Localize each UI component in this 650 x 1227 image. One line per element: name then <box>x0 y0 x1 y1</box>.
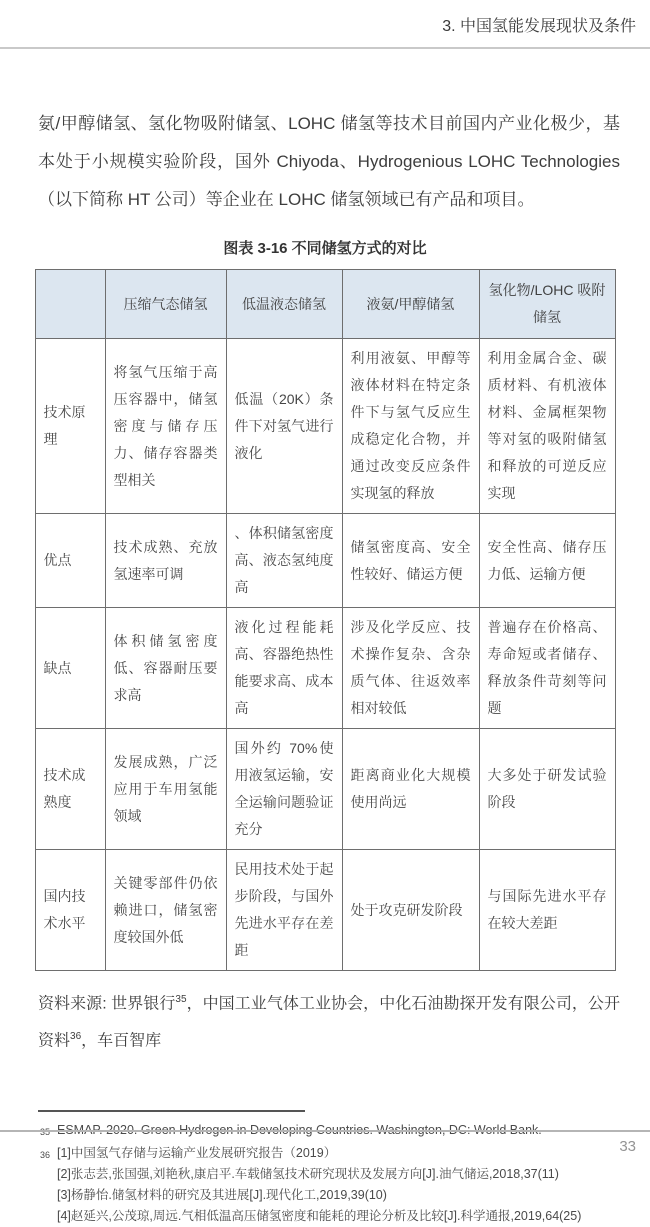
footnote-marker: 36 <box>40 1149 51 1160</box>
column-header-cryogenic-liquid: 低温液态储氢 <box>226 270 342 339</box>
footnote-line: [1]中国氢气存储与运输产业发展研究报告（2019） <box>57 1145 337 1160</box>
column-header-hydride-lohc: 氢化物/LOHC 吸附储氢 <box>479 270 615 339</box>
table-row-domestic-level <box>35 850 615 971</box>
intro-paragraph: 氨/甲醇储氢、氢化物吸附储氢、LOHC 储氢等技术目前国内产业化极少，基本处于小规模实验阶段，国外 Chiyoda、Hydrogenious LOHC Technologies（以下简称 HT 公司）等企业在 LOHC 储氢领域已有产品和项目。 <box>38 114 620 209</box>
table-cell: 民用技术处于起步阶段，与国外先进水平存在差距 <box>226 850 342 971</box>
table-cell: 储氢密度高、安全性较好、储运方便 <box>342 514 479 608</box>
source-text: ，中国工业气体工业协会，中化石油勘探开发有限公司，公开资料 <box>38 995 620 1050</box>
table-cell: 关键零部件仍依赖进口，储氢密度较国外低 <box>105 850 226 971</box>
source-footnote-ref: 36 <box>70 1031 82 1043</box>
row-header: 技术成熟度 <box>35 729 105 850</box>
footnote-marker: 35 <box>40 1126 51 1137</box>
source-text: 资料来源: 世界银行 <box>38 995 176 1013</box>
table-cell: 大多处于研发试验阶段 <box>479 729 615 850</box>
table-row-principle <box>35 339 615 514</box>
table-header-row <box>35 270 615 339</box>
row-header: 缺点 <box>35 608 105 729</box>
footnote-divider <box>38 1110 305 1112</box>
column-header-compressed-gas: 压缩气态储氢 <box>105 270 226 339</box>
table-cell: 距离商业化大规模使用尚远 <box>342 729 479 850</box>
footnote-36 <box>40 1143 632 1227</box>
table-cell: 将氢气压缩于高压容器中，储氢密度与储存压力、储存容器类型相关 <box>105 339 226 514</box>
source-text: ，车百智库 <box>81 1032 162 1050</box>
footnote-line: [3]杨静怡.储氢材料的研究及其进展[J].现代化工,2019,39(10) <box>57 1187 387 1202</box>
footer-divider <box>0 1130 650 1132</box>
table-row-cons <box>35 608 615 729</box>
table-cell: 发展成熟，广泛应用于车用氢能领域 <box>105 729 226 850</box>
table-cell: 液化过程能耗高、容器绝热性能要求高、成本高 <box>226 608 342 729</box>
table-cell: 与国际先进水平存在较大差距 <box>479 850 615 971</box>
table-cell: 、体积储氢密度高、液态氢纯度高 <box>226 514 342 608</box>
hydrogen-storage-comparison-table <box>35 269 616 971</box>
footnotes <box>40 1120 632 1227</box>
table-cell: 低温（20K）条件下对氢气进行液化 <box>226 339 342 514</box>
column-header-ammonia-methanol: 液氨/甲醇储氢 <box>342 270 479 339</box>
table-cell: 利用液氨、甲醇等液体材料在特定条件下与氢气反应生成稳定化合物，并通过改变反应条件实现氢的释放 <box>342 339 479 514</box>
corner-cell <box>35 270 105 339</box>
table-cell: 技术成熟、充放氢速率可调 <box>105 514 226 608</box>
table-cell: 国外约 70%使用液氢运输，安全运输问题验证充分 <box>226 729 342 850</box>
row-header: 国内技术水平 <box>35 850 105 971</box>
table-cell: 体积储氢密度低、容器耐压要求高 <box>105 608 226 729</box>
table-cell: 普遍存在价格高、寿命短或者储存、释放条件苛刻等问题 <box>479 608 615 729</box>
source-note <box>38 983 620 1058</box>
source-footnote-ref: 35 <box>175 994 187 1005</box>
table-cell: 处于攻克研发阶段 <box>342 850 479 971</box>
table-cell: 利用金属合金、碳质材料、有机液体材料、金属框架物等对氢的吸附储氢和释放的可逆反应实现 <box>479 339 615 514</box>
table-cell: 涉及化学反应、技术操作复杂、含杂质气体、往返效率相对较低 <box>342 608 479 729</box>
header-divider <box>0 47 650 49</box>
footnote-line: [2]张志芸,张国强,刘艳秋,康启平.车载储氢技术研究现状及发展方向[J].油气储运,2018,37(11) <box>57 1166 559 1181</box>
table-title: 图表 3-16 不同储氢方式的对比 <box>223 240 427 257</box>
page-number: 33 <box>619 1138 636 1155</box>
table-cell: 安全性高、储存压力低、运输方便 <box>479 514 615 608</box>
footnote-line: [4]赵延兴,公茂琼,周远.气相低温高压储氢密度和能耗的理论分析及比较[J].科学通报,2019,64(25) <box>57 1208 582 1223</box>
footnote-line: ESMAP. 2020. Green Hydrogen in Developing Countries. Washington, DC: World Bank. <box>57 1122 542 1137</box>
table-row-maturity <box>35 729 615 850</box>
row-header: 优点 <box>35 514 105 608</box>
table-row-pros <box>35 514 615 608</box>
row-header: 技术原理 <box>35 339 105 514</box>
page-header-title: 3. 中国氢能发展现状及条件 <box>442 18 636 35</box>
